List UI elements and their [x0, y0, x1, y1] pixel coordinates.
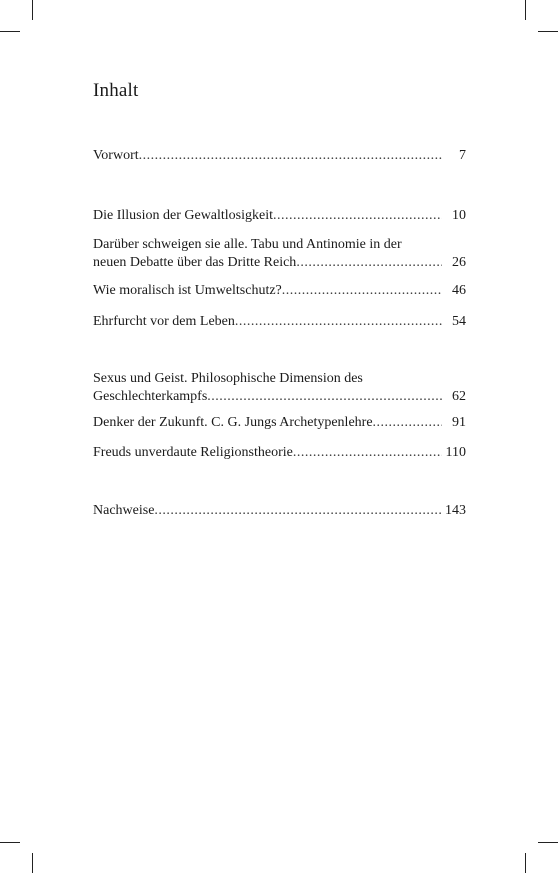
toc-entry-denker-der-zukunft[interactable]: [93, 414, 466, 432]
leader-dots: [154, 502, 441, 520]
leader-dots: [235, 313, 442, 331]
toc-entry-title: neuen Debatte über das Dritte Reich: [93, 255, 297, 270]
toc-entry-page: 143: [445, 503, 466, 518]
toc-entry-title: Wie moralisch ist Umweltschutz?: [93, 283, 282, 298]
toc-entry-title: Geschlechterkampfs: [93, 389, 208, 404]
toc-entry-nachweise[interactable]: [93, 502, 466, 520]
toc-entry-sexus-und-geist[interactable]: [93, 370, 466, 406]
leader-dots: [296, 254, 442, 272]
leader-dots: [139, 147, 442, 165]
toc-entry-illusion[interactable]: [93, 207, 466, 225]
toc-entry-freud[interactable]: [93, 444, 466, 462]
leader-dots: [293, 444, 442, 462]
crop-mark-top-left-v: [32, 0, 33, 20]
crop-mark-bottom-right-v: [525, 853, 526, 873]
toc-entry-page: 54: [452, 314, 466, 329]
toc-entry-page: 10: [452, 208, 466, 223]
crop-mark-top-left-h: [0, 31, 20, 32]
leader-dots: [207, 388, 442, 406]
toc-entry-title: Ehrfurcht vor dem Leben: [93, 314, 235, 329]
crop-mark-top-right-h: [538, 31, 558, 32]
toc-entry-page: 26: [452, 255, 466, 270]
toc-entry-page: 7: [459, 148, 466, 163]
toc-entry-page: 110: [445, 445, 466, 460]
leader-dots: [273, 207, 442, 225]
leader-dots: [282, 282, 442, 300]
page-title: Inhalt: [93, 80, 139, 101]
crop-mark-top-right-v: [525, 0, 526, 20]
toc-entry-page: 46: [452, 283, 466, 298]
leader-dots: [373, 414, 442, 432]
toc-entry-title: Denker der Zukunft. C. G. Jungs Archetypenlehre: [93, 415, 373, 430]
crop-mark-bottom-right-h: [538, 842, 558, 843]
crop-mark-bottom-left-v: [32, 853, 33, 873]
toc-entry-page: 62: [452, 389, 466, 404]
toc-entry-ehrfurcht[interactable]: [93, 313, 466, 331]
toc-entry-title: Freuds unverdaute Religionstheorie: [93, 445, 293, 460]
toc-entry-title-line1: Sexus und Geist. Philosophische Dimension des: [93, 371, 363, 386]
crop-mark-bottom-left-h: [0, 842, 20, 843]
toc-entry-title: Die Illusion der Gewaltlosigkeit: [93, 208, 274, 223]
toc-entry-title: Nachweise: [93, 503, 155, 518]
toc-entry-title-line1: Darüber schweigen sie alle. Tabu und Antinomie in der: [93, 237, 402, 252]
toc-entry-vorwort[interactable]: [93, 147, 466, 165]
toc-entry-umweltschutz[interactable]: [93, 282, 466, 300]
toc-entry-darueber-schweigen[interactable]: [93, 236, 466, 272]
toc-entry-title: Vorwort: [93, 148, 139, 163]
toc-entry-page: 91: [452, 415, 466, 430]
